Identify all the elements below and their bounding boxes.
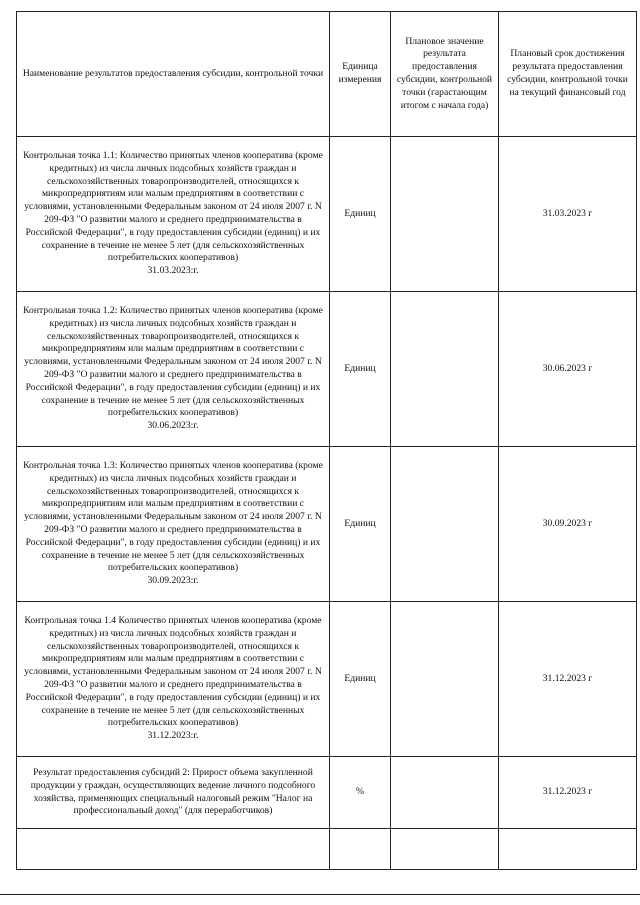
row-planned-date: 30.09.2023 г [499,447,637,602]
row-name-cell [17,292,330,447]
empty-cell [499,829,637,870]
row-planned-value [391,757,499,829]
table-row [17,602,637,757]
table-row [17,137,637,292]
subsidy-results-table [16,11,637,870]
row-planned-date: 30.06.2023 г [499,292,637,447]
page-bottom-divider [0,894,640,895]
row-name: Контрольная точка 1.3: Количество принятых членов кооператива (кроме кредитных) из числа личных подсобных хозяйств граждан и сельскохозяйственных товаропроизводителей, относящихся к микропредприятиям или малым предприятиям в соответствии с условиями, установленными Федеральным законом от 24 июля 2007 г. N 209-ФЗ "О развитии малого и среднего предпринимательства в Российской Федерации", в году предоставления субсидии (единиц) и их сохранение в течение не менее 5 лет (для сельскохозяйственных потребительских кооперативов) [23,460,323,574]
row-planned-date: 31.12.2023 г [499,602,637,757]
row-name: Контрольная точка 1.2: Количество принятых членов кооператива (кроме кредитных) из числа личных подсобных хозяйств граждан и сельскохозяйственных товаропроизводителей, относящихся к микропредприятиям или малым предприятиям в соответствии с условиями, установленными Федеральным законом от 24 июля 2007 г. N 209-ФЗ "О развитии малого и среднего предпринимательства в Российской Федерации", в году предоставления субсидии (единиц) и их сохранение в течение не менее 5 лет (для сельскохозяйственных потребительских кооперативов) [23,305,323,419]
row-unit: Единиц [330,602,391,757]
row-planned-value [391,602,499,757]
table-row [17,757,637,829]
row-planned-value [391,137,499,292]
row-name-date: 31.03.2023:г. [147,265,199,277]
header-name: Наименование результатов предоставления субсидии, контрольной точки [17,12,330,137]
row-name-cell [17,757,330,829]
table-row [17,447,637,602]
header-planned-date: Плановый срок достижения результата предоставления субсидии, контрольной точки на текущий финансовый год [499,12,637,137]
row-planned-date: 31.03.2023 г [499,137,637,292]
header-planned-value: Плановое значение результата предоставления субсидии, контрольной точки (гарастающим итогом с начала года) [391,12,499,137]
row-name-cell [17,447,330,602]
row-planned-date: 31.12.2023 г [499,757,637,829]
table-row-empty [17,829,637,870]
row-unit: Единиц [330,137,391,292]
row-name: Результат предоставления субсидий 2: Прирост объема закупленной продукции у граждан, осуществляющих ведение личного подсобного хозяйства, применяющих специальный налоговый режим "Налог на профессиональный доход" (для переработчиков) [30,766,316,817]
table-row [17,292,637,447]
row-planned-value [391,447,499,602]
row-unit: Единиц [330,447,391,602]
row-name-cell [17,137,330,292]
row-name: Контрольная точка 1.4 Количество принятых членов кооператива (кроме кредитных) из числа личных подсобных хозяйств граждан и сельскохозяйственных товаропроизводителей, относящихся к микропредприятиям или малым предприятиям в соответствии с условиями, установленными Федеральным законом от 24 июля 2007 г. N 209-ФЗ "О развитии малого и среднего предпринимательства в Российской Федерации", в году предоставления субсидии (единиц) и их сохранение в течение не менее 5 лет (для сельскохозяйственных потребительских кооперативов) [24,615,322,729]
table-header-row [17,12,637,137]
row-name-cell [17,602,330,757]
empty-cell [391,829,499,870]
row-planned-value [391,292,499,447]
row-unit: Единиц [330,292,391,447]
empty-cell [330,829,391,870]
row-unit: % [330,757,391,829]
row-name-date: 31.12.2023:г. [147,730,199,742]
row-name-date: 30.06.2023:г. [147,420,199,432]
row-name: Контрольная точка 1.1: Количество принятых членов кооператива (кроме кредитных) из числа личных подсобных хозяйств граждан и сельскохозяйственных товаропроизводителей, относящихся к микропредприятиям или малым предприятиям в соответствии с условиями, установленными Федеральным законом от 24 июля 2007 г. N 209-ФЗ "О развитии малого и среднего предпринимательства в Российской Федерации", в году предоставления субсидии (единиц) и их сохранение в течение не менее 5 лет (для сельскохозяйственных потребительских кооперативов) [23,150,323,264]
empty-cell [17,829,330,870]
header-unit: Единица измерения [330,12,391,137]
row-name-date: 30.09.2023:г. [147,575,199,587]
